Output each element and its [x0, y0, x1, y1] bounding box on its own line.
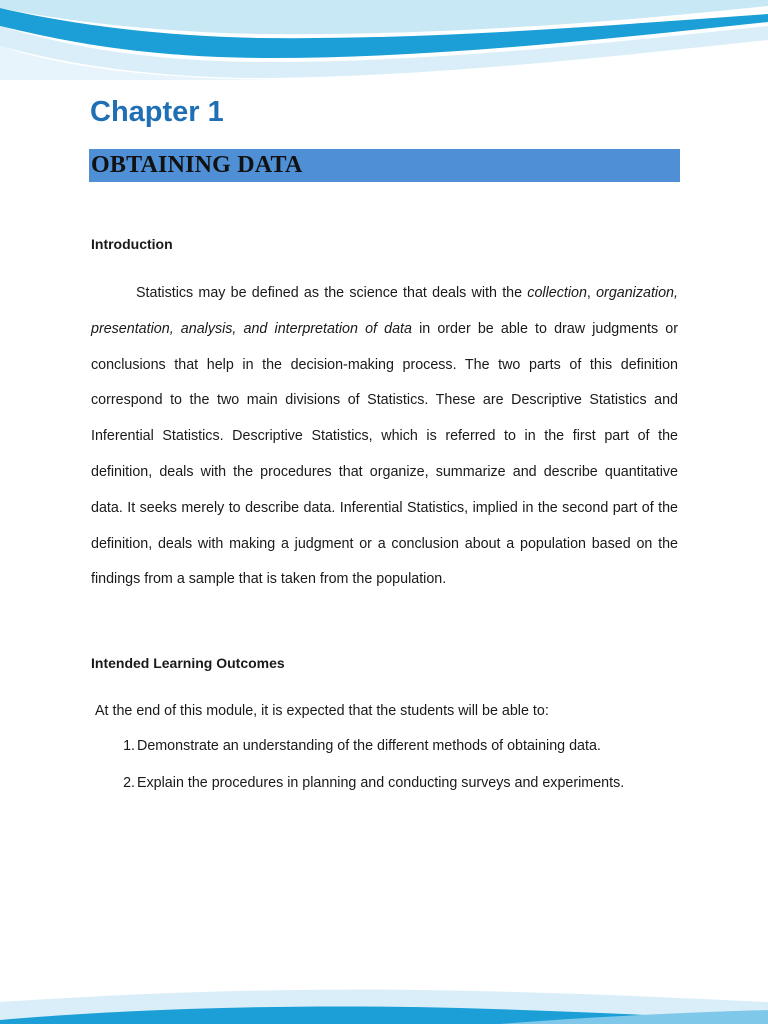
list-item-number: 2. [123, 775, 135, 791]
list-item-text: Demonstrate an understanding of the different methods of obtaining data. [137, 738, 601, 754]
introduction-heading: Introduction [91, 236, 173, 252]
introduction-paragraph [91, 276, 678, 598]
list-item [91, 775, 678, 812]
list-item-text: Explain the procedures in planning and conducting surveys and experiments. [137, 775, 625, 791]
intro-text-rest: in order be able to draw judgments or conclusions that help in the decision-making process. The two parts of this definition correspond to the two main divisions of Statistics. These are Descriptive Statistics and Inferential Statistics. Descriptive Statistics, which is referred to in the first part of the definition, deals with the procedures that organize, summarize and describe quantitative data. It seeks merely to describe data. Inferential Statistics, implied in the second part of the definition, deals with making a judgment or a conclusion about a population based on the findings from a sample that is taken from the population. [91, 320, 678, 588]
learning-outcomes-heading: Intended Learning Outcomes [91, 655, 285, 671]
list-item [91, 738, 678, 775]
intro-italic-collection: collection [527, 285, 587, 301]
chapter-title: Chapter 1 [90, 96, 224, 128]
list-item-number: 1. [123, 738, 135, 754]
intro-comma: , [586, 285, 597, 301]
footer-wave-decoration [0, 980, 768, 1024]
section-title: OBTAINING DATA [91, 152, 303, 178]
learning-outcomes-list [91, 738, 678, 812]
intro-text-start: Statistics may be defined as the science that deals with the [136, 285, 528, 301]
learning-outcomes-lead: At the end of this module, it is expected that the students will be able to: [95, 703, 549, 719]
section-title-banner [89, 149, 680, 182]
intro-italic-terms: organization, presentation, analysis, and interpretation of data [91, 285, 678, 337]
